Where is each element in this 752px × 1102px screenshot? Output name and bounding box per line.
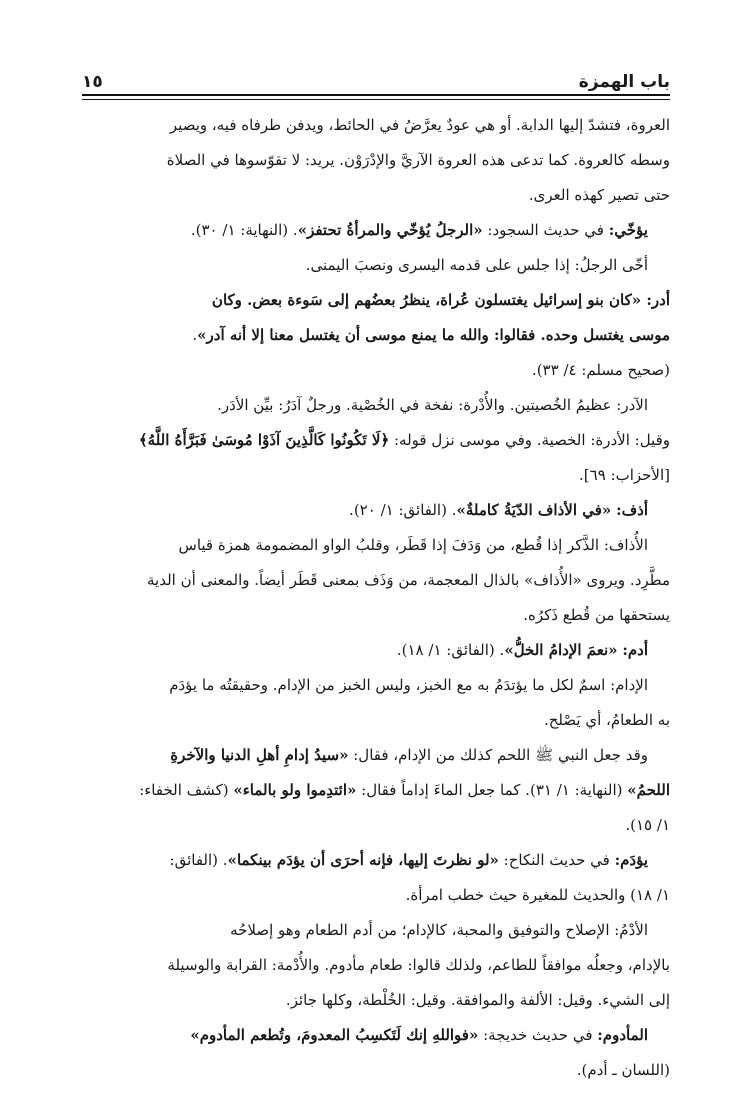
text-line [82,983,670,1018]
text-line [82,668,670,703]
text-run: مطَّرِد. ويروى «الأُذاف» بالذال المعجمة، من وَذَف بمعنى قَطَر أيضاً. والمعنى أن الدية [147,571,670,589]
text-line [82,108,670,143]
text-run: الإدام: اسمٌ لكل ما يؤتدَمُ به مع الخبز، وليس الخبز من الإدام. وحقيقتُه ما يؤدَم [169,676,648,694]
text-run: وسطه كالعروة. كما تدعى هذه العروة الآريَّ والإدْرَوْن. يريد: لا تقوّسوها في الصلاة [166,151,670,169]
text-line [82,598,670,633]
entry-madum [82,1018,670,1053]
bold-phrase: «في الأذاف الدّيَةُ كاملةٌ» [456,501,612,519]
text-run: الأدْمُ: الإصلاح والتوفيق والمحبة، كالإدام؛ من أدم الطعام وهو إصلاحُه [230,921,648,939]
text-run: يستحقها من قُطع ذَكرُه. [523,606,670,624]
text-run: . (الفائق: [169,851,228,869]
page-body [82,108,670,1088]
text-line [82,738,670,773]
bold-phrase: اللحمُ» [627,781,670,799]
text-run: [الأحزاب: ٦٩]. [579,466,670,484]
text-run: أخّى الرجلُ: إذا جلس على قدمه اليسرى ونصبَ اليمنى. [305,256,648,274]
bold-phrase: موسى يغتسل وحده. فقالوا: والله ما يمنع موسى أن يغتسل معنا إلا أنه آدر» [197,326,670,344]
text-line [82,353,670,388]
text-line [82,948,670,983]
text-line [82,703,670,738]
text-run: الآدر: عظيمُ الخُصيتين. والأُدْرة: نفخة في الخُصْية. ورجلٌ آدَرُ: بيِّن الأدَر. [217,396,648,414]
text-line [82,143,670,178]
text-run: الأُذاف: الذَّكر إذا قُطع، من وَدَفَ إذا قَطَر، وقلبُ الواو المضمومة همزة قياس [178,536,648,554]
bold-phrase: «الرجلُ يُؤخّي والمرأةُ تحتفز» [297,221,483,239]
text-run: العروة، فتشدّ إليها الدابة. أو هي عودٌ يعرَّضُ في الحائط، ويدفن طرفاه فيه، ويصير [169,116,670,134]
text-line [82,773,670,808]
text-line [82,423,670,458]
page-number: ١٥ [82,72,103,92]
bold-phrase: «فواللهِ إنك لَتَكسِبُ المعدومَ، وتُطعم المأدوم» [190,1026,479,1044]
text-line [82,808,670,843]
text-run: بالإدام، وجعلُه موافقاً للطاعم، ولذلك قالوا: طعام مأدوم. والأُدْمة: القرابة والوسيلة [167,956,670,974]
bold-phrase: «كان بنو إسرائيل يغتسلون عُراة، ينظرُ بعضُهم إلى سَوءة بعض. وكان [211,291,642,309]
text-run: (صحيح مسلم: ٤/ ٣٣). [531,361,670,379]
entry-yudam [82,843,670,878]
bold-phrase: يؤدَم: [614,851,648,869]
text-run: به الطعامُ، أي يَصْلح. [543,711,670,729]
bold-phrase: أدر: [641,291,670,309]
page-header [82,60,670,92]
text-run: ١/ ١٥). [625,816,670,834]
entry-yuakhi [82,213,670,248]
text-line [82,913,670,948]
bold-phrase: «ائتدِموا ولو بالماء» [233,781,357,799]
text-run: إلى الشيء. وقيل: الألفة والموافقة. وقيل: الخُلْطة، وكلها جائز. [285,991,670,1009]
section-title: باب الهمزة [578,72,670,92]
text-run: . (النهاية: ١/ ٣٠). [190,221,298,239]
text-line [82,178,670,213]
text-run: . (الفائق: ١/ ٢٠). [349,501,457,519]
text-line [82,388,670,423]
text-run: في حديث النكاح: [498,851,615,869]
text-line [82,528,670,563]
text-line [82,248,670,283]
bold-phrase: «نعمَ الإدامُ الخلُّ» [504,641,618,659]
text-line [82,878,670,913]
text-line [82,1053,670,1088]
bold-phrase: أدم: [622,641,648,659]
entry-adar [82,283,670,318]
text-line [82,458,670,493]
entry-adhaf [82,493,670,528]
entry-adam [82,633,670,668]
text-run: وقيل: الأدرة: الخصية. وفي موسى نزل قوله: [389,431,670,449]
text-run: وقد جعل النبي ﷺ اللحم كذلك من الإدام، فقال: [348,746,648,764]
text-line [82,563,670,598]
bold-phrase: أذف: [616,501,648,519]
text-run: حتى تصير كهذه العرى. [528,186,670,204]
bold-phrase: يؤخّي: [608,221,648,239]
text-run: . [192,326,198,344]
header-rule-thin [82,99,670,100]
bold-phrase: ﴿لَا تَكُونُوا كَالَّذِينَ آذَوْا مُوسَىٰ فَبَرَّأَهُ اللَّهُ﴾ [138,431,390,449]
text-run: (اللسان ـ أدم). [576,1061,670,1079]
bold-phrase: «لو نظرتَ إليها، فإنه أحرَى أن يؤدَم بينكما» [227,851,499,869]
text-run: . (الفائق: ١/ ١٨). [396,641,505,659]
bold-phrase: المأدوم: [597,1026,648,1044]
text-run: (النهاية: ١/ ٣١). كما جعل الماءَ إداماً فقال: [356,781,628,799]
text-run: ١/ ١٨) والحديث للمغيرة حيث خطب امرأة. [405,886,670,904]
text-run: في حديث خديجة: [478,1026,598,1044]
header-rule-thick [82,94,670,96]
text-run: في حديث السجود: [482,221,609,239]
text-run: (كشف الخفاء: [139,781,234,799]
bold-phrase: «سيدُ إدامِ أهلِ الدنيا والآخرةِ [170,746,349,764]
text-line [82,318,670,353]
